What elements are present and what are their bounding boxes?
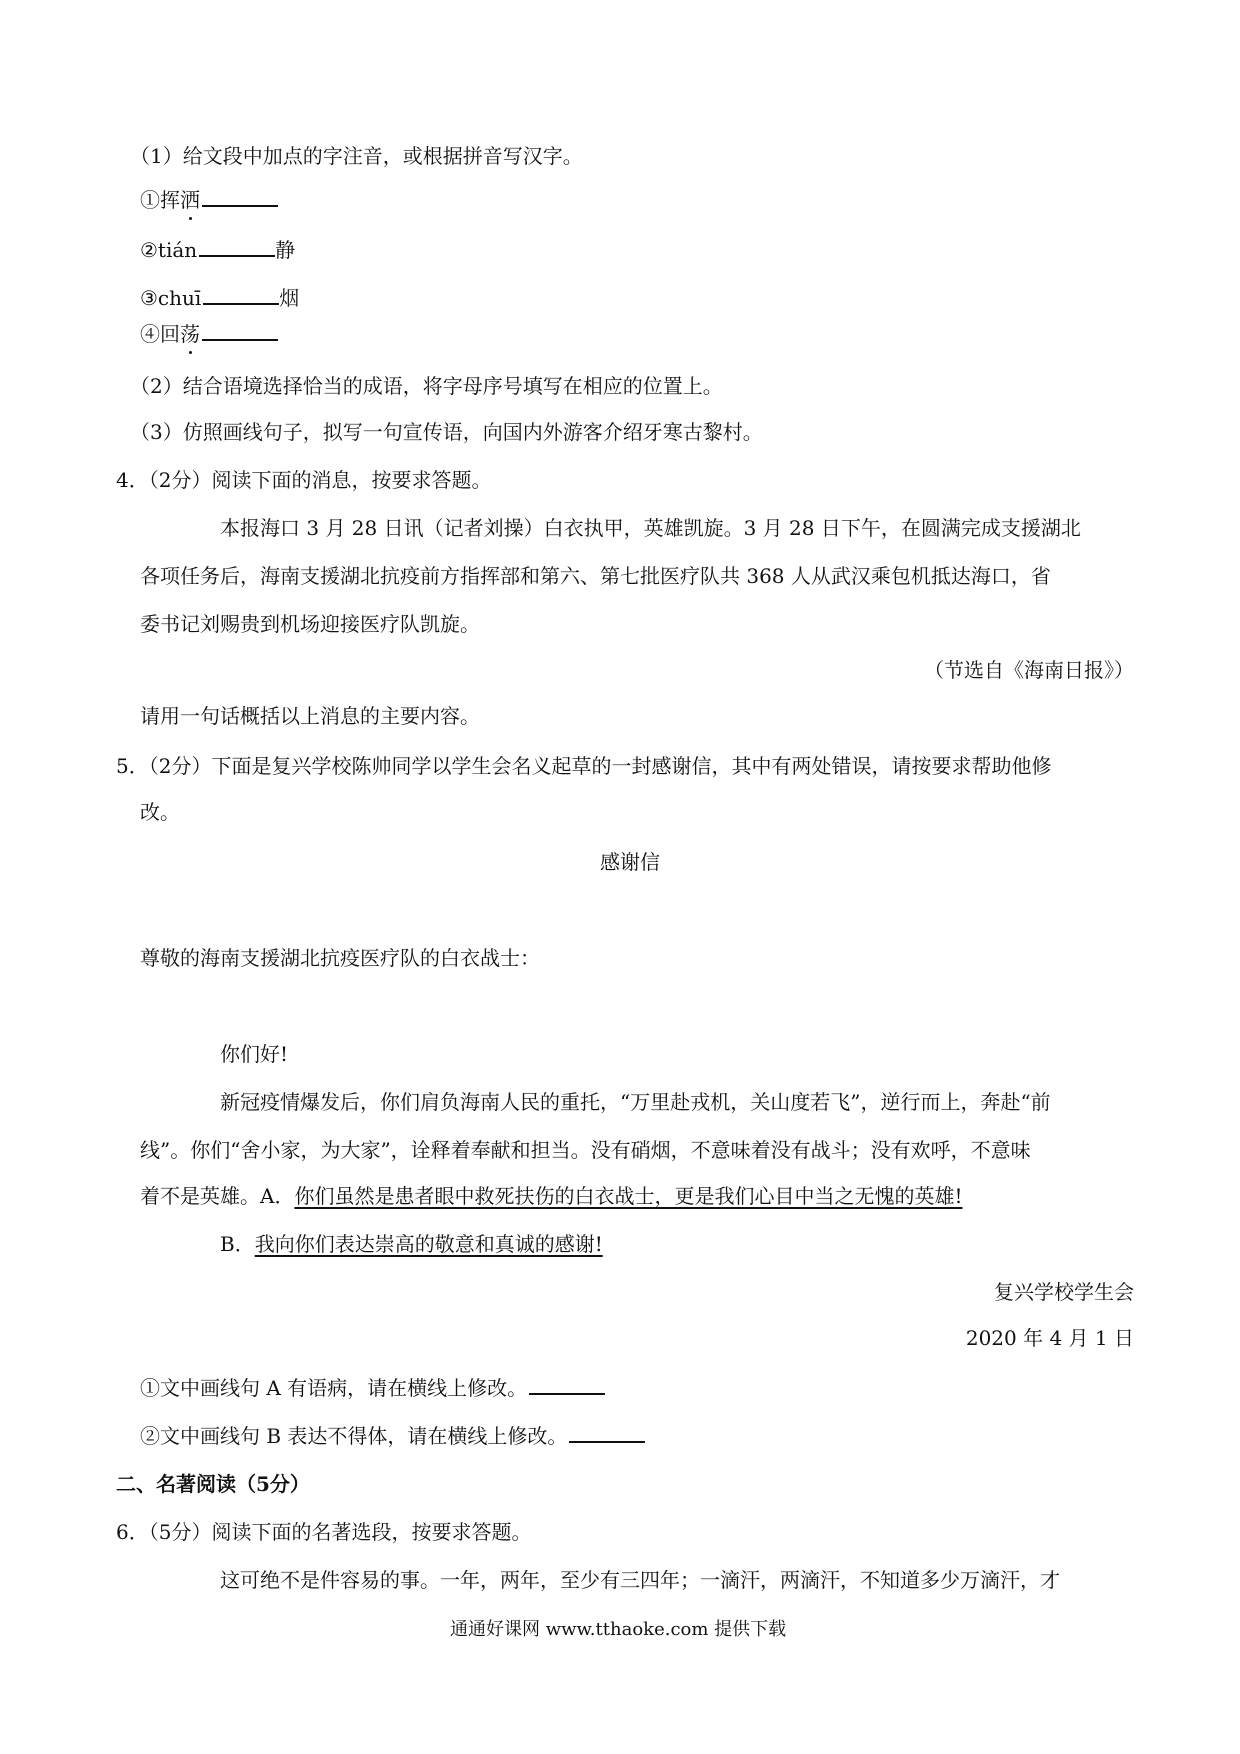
letter-body-line3-prefix: 着不是英雄。A．	[140, 1184, 295, 1208]
q4-heading: 4．（2分）阅读下面的消息，按要求答题。	[116, 468, 492, 492]
underlined-sentence-a: 你们虽然是患者眼中救死扶伤的白衣战士，更是我们心目中当之无愧的英雄!	[294, 1184, 963, 1208]
page-footer: 通通好课网 www.tthaoke.com 提供下载	[450, 1619, 787, 1640]
answer-blank[interactable]	[569, 1423, 645, 1443]
q3-sub1: （1）给文段中加点的字注音，或根据拼音写汉字。	[130, 144, 583, 168]
q5-heading-line2: 改。	[140, 800, 180, 824]
letter-signature: 复兴学校学生会	[994, 1280, 1134, 1304]
q3-item1-dotted-char: 洒	[180, 188, 200, 212]
q4-paragraph-line2: 各项任务后，海南支援湖北抗疫前方指挥部和第六、第七批医疗队共 368 人从武汉乘包机抵达海口，省	[140, 564, 1051, 588]
letter-b-prefix: B．	[220, 1232, 255, 1256]
q4-paragraph-line3: 委书记刘赐贵到机场迎接医疗队凯旋。	[140, 612, 480, 636]
q3-item2-prefix: ②tián	[140, 238, 198, 262]
letter-body-line-b	[220, 1230, 603, 1258]
letter-body-line2: 线”。你们“舍小家，为大家”，诠释着奉献和担当。没有硝烟，不意味着没有战斗；没有欢呼，不意味	[140, 1138, 1031, 1162]
q6-heading: 6．（5分）阅读下面的名著选段，按要求答题。	[116, 1520, 532, 1544]
q3-sub3: （3）仿照画线句子，拟写一句宣传语，向国内外游客介绍牙寒古黎村。	[130, 420, 763, 444]
q3-item4	[140, 320, 278, 348]
q4-paragraph-line1: 本报海口 3 月 28 日讯（记者刘操）白衣执甲，英雄凯旋。3 月 28 日下午，在圆满完成支援湖北	[220, 516, 1081, 540]
letter-body-line1: 新冠疫情爆发后，你们肩负海南人民的重托，“万里赴戎机，关山度若飞”，逆行而上，奔赴“前	[220, 1090, 1051, 1114]
q3-item2-suffix: 静	[275, 238, 296, 262]
answer-blank[interactable]	[529, 1375, 605, 1395]
answer-blank[interactable]	[203, 285, 279, 305]
q5-ask2-text: ②文中画线句 B 表达不得体，请在横线上修改。	[140, 1424, 568, 1448]
q3-sub2: （2）结合语境选择恰当的成语，将字母序号填写在相应的位置上。	[130, 374, 723, 398]
q3-item2	[140, 236, 295, 264]
letter-greeting: 你们好!	[220, 1042, 289, 1066]
q3-item3-prefix: ③chuī	[140, 286, 202, 310]
letter-body-line3	[140, 1182, 963, 1210]
q4-source: （节选自《海南日报》）	[924, 658, 1134, 682]
q6-paragraph-line1: 这可绝不是件容易的事。一年，两年，至少有三四年；一滴汗，两滴汗，不知道多少万滴汗，才	[220, 1568, 1060, 1592]
answer-blank[interactable]	[199, 237, 275, 257]
q5-ask1	[140, 1374, 605, 1402]
section-heading: 二、名著阅读（5分）	[116, 1472, 310, 1496]
q4-question: 请用一句话概括以上消息的主要内容。	[140, 704, 480, 728]
q3-item3-suffix: 烟	[279, 286, 300, 310]
q3-item3	[140, 284, 299, 312]
letter-date: 2020 年 4 月 1 日	[965, 1326, 1134, 1350]
answer-blank[interactable]	[202, 187, 278, 207]
letter-salutation: 尊敬的海南支援湖北抗疫医疗队的白衣战士：	[140, 946, 540, 970]
q5-heading-line1: 5．（2分）下面是复兴学校陈帅同学以学生会名义起草的一封感谢信，其中有两处错误，请按要求帮助他修	[116, 754, 1052, 778]
q3-item1-prefix: ①挥	[140, 188, 180, 212]
q3-item4-prefix: ④回	[140, 322, 180, 346]
underlined-sentence-b: 我向你们表达崇高的敬意和真诚的感谢!	[254, 1232, 603, 1256]
q3-item1	[140, 186, 278, 214]
q5-ask1-text: ①文中画线句 A 有语病，请在横线上修改。	[140, 1376, 528, 1400]
letter-title: 感谢信	[600, 850, 660, 874]
answer-blank[interactable]	[202, 321, 278, 341]
q5-ask2	[140, 1422, 645, 1450]
q3-item4-dotted-char: 荡	[180, 322, 200, 346]
